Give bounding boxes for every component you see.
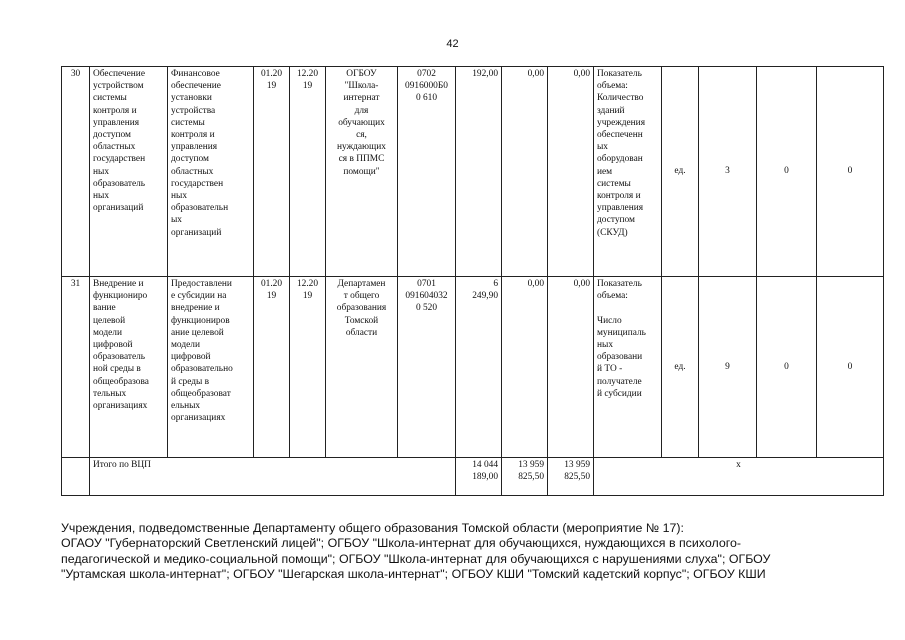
footer-line-1: Учреждения, подведомственные Департаменту общего образования Томской области (мероприятие № 17): [61, 521, 684, 535]
indicator-value-1: 9 [699, 277, 757, 458]
activity-description: Финансовое обеспечение установки устройства системы контроля и управления доступом областных государствен ных образовательн ых организаций [168, 67, 254, 277]
indicator-value-3: 0 [817, 67, 884, 277]
start-date: 01.20 19 [254, 67, 290, 277]
activity-description: Предоставлени е субсидии на внедрение и функциониров ание целевой модели цифровой образовательно й среды в общеобразоват ельных организациях [168, 277, 254, 458]
budget-code: 0701 091604032 0 520 [398, 277, 456, 458]
executor: Департамен т общего образования Томской области [326, 277, 398, 458]
table-row-30 [62, 67, 884, 277]
footer-line-2: ОГАОУ "Губернаторский Светленский лицей"; ОГБОУ "Школа-интернат для обучающихся, нуждающихся в психолого- [61, 536, 741, 551]
indicator-value-2: 0 [757, 277, 817, 458]
indicator: Показатель объема: Количество зданий учреждения обеспеченн ых оборудован ием системы контроля и управления доступом (СКУД) [594, 67, 662, 277]
amount-total: 6 249,90 [456, 277, 502, 458]
row-number: 30 [62, 67, 90, 277]
amount-3: 0,00 [548, 67, 594, 277]
footer-line-4: "Уртамская школа-интернат"; ОГБОУ "Шегарская школа-интернат"; ОГБОУ КШИ "Томский кадетский корпус"; ОГБОУ КШИ [61, 567, 766, 582]
row-number: 31 [62, 277, 90, 458]
executor: ОГБОУ "Школа- интернат для обучающих ся, нуждающих ся в ППМС помощи" [326, 67, 398, 277]
indicator-value-3: 0 [817, 277, 884, 458]
amount-3: 0,00 [548, 277, 594, 458]
total-amount-1: 14 044 189,00 [456, 458, 502, 496]
end-date: 12.20 19 [290, 277, 326, 458]
activity-name: Обеспечение устройством системы контроля и управления доступом областных государствен ных образователь ных организаций [90, 67, 168, 277]
unit: ед. [662, 67, 699, 277]
total-amount-2: 13 959 825,50 [502, 458, 548, 496]
total-label: Итого по ВЦП [90, 458, 456, 496]
total-amount-3: 13 959 825,50 [548, 458, 594, 496]
activity-name: Внедрение и функциониро вание целевой модели цифровой образователь ной среды в общеобразова тельных организациях [90, 277, 168, 458]
table-row-total [62, 458, 884, 496]
amount-total: 192,00 [456, 67, 502, 277]
end-date: 12.20 19 [290, 67, 326, 277]
unit: ед. [662, 277, 699, 458]
program-table [61, 66, 884, 496]
page-number: 42 [446, 38, 459, 50]
total-mark: х [594, 458, 884, 496]
amount-2: 0,00 [502, 277, 548, 458]
amount-2: 0,00 [502, 67, 548, 277]
footer-paragraph [61, 521, 861, 583]
total-empty-cell [62, 458, 90, 496]
indicator-value-1: 3 [699, 67, 757, 277]
start-date: 01.20 19 [254, 277, 290, 458]
indicator-value-2: 0 [757, 67, 817, 277]
budget-code: 0702 0916000Б0 0 610 [398, 67, 456, 277]
table-row-31 [62, 277, 884, 458]
footer-line-3: педагогической и медико-социальной помощи"; ОГБОУ "Школа-интернат для обучающихся с нарушениями слуха"; ОГБОУ [61, 551, 771, 566]
indicator: Показатель объема: Число муниципаль ных образовани й ТО - получателе й субсидии [594, 277, 662, 458]
